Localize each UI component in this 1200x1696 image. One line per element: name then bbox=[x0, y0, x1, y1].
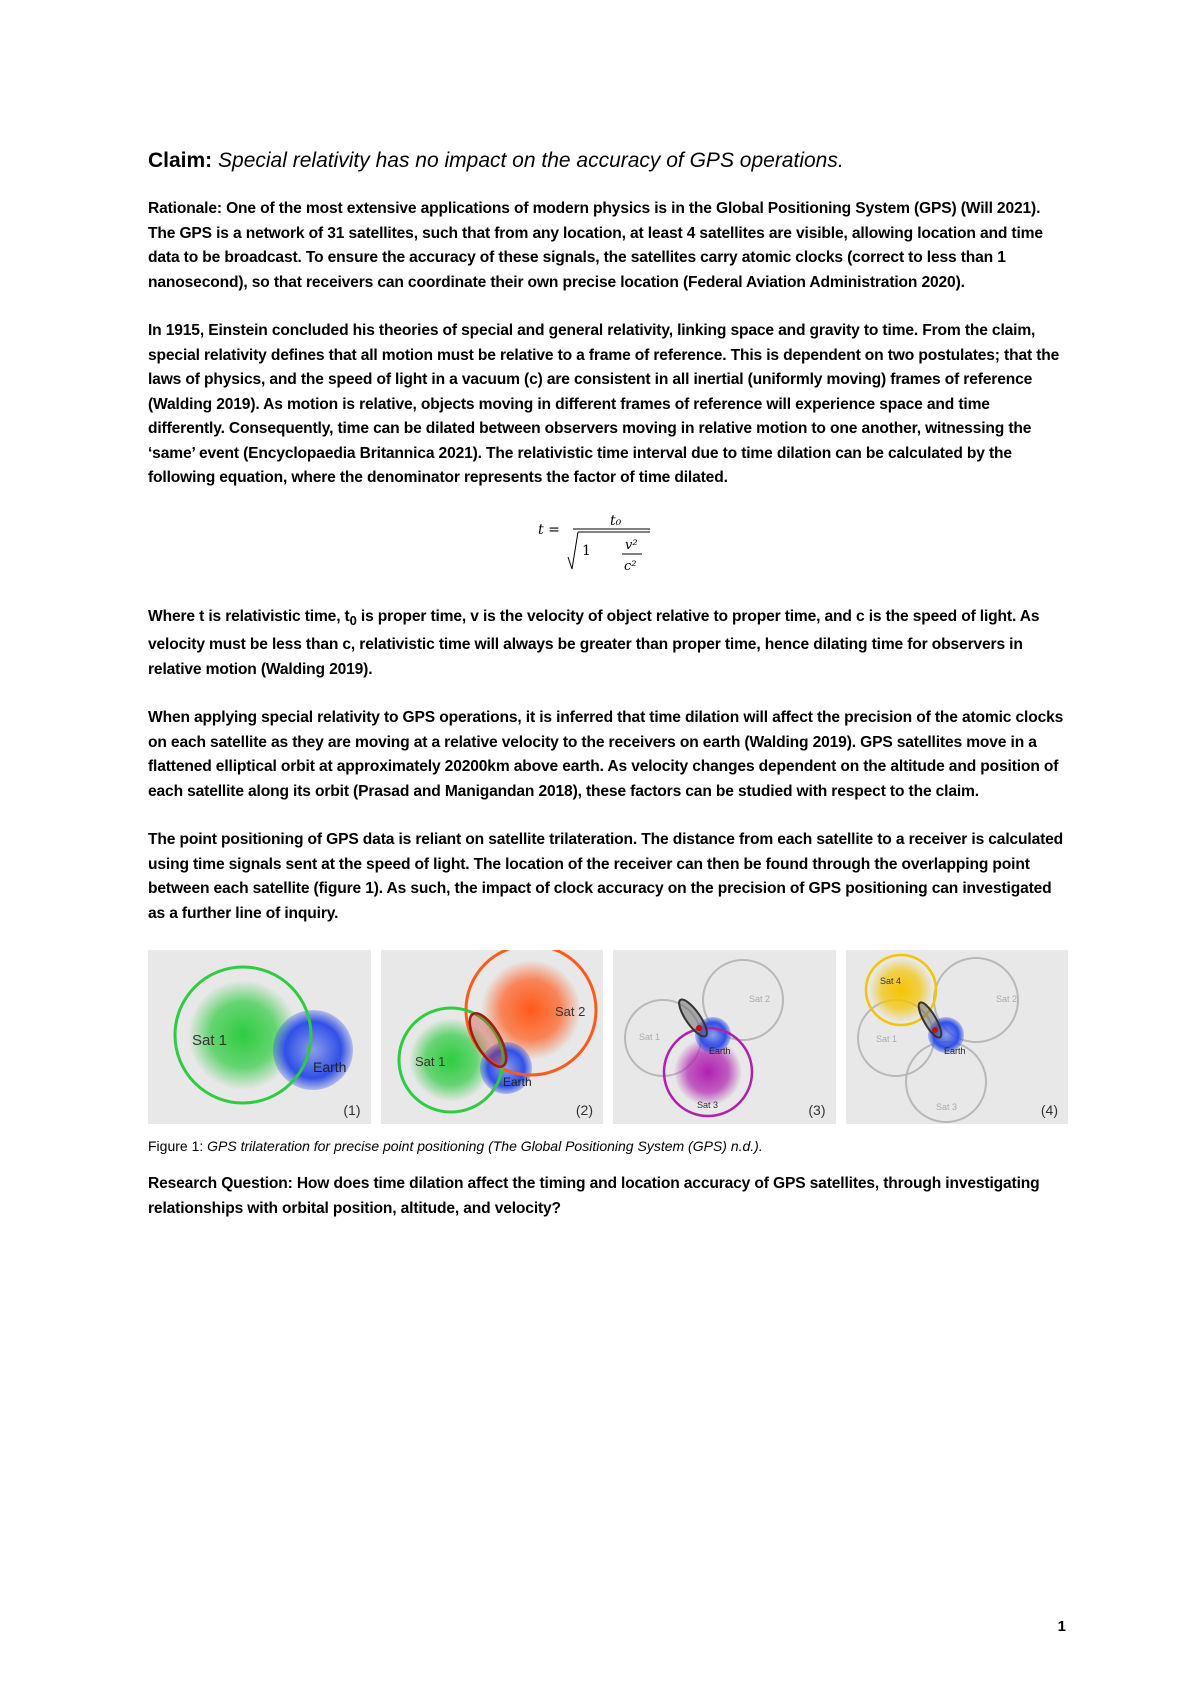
figure-2-number: (2) bbox=[575, 1102, 593, 1119]
rationale-paragraph bbox=[148, 197, 1068, 295]
equation-v-squared: v² bbox=[625, 537, 638, 553]
equation-numerator: t₀ bbox=[610, 512, 622, 529]
sat1-label: Sat 1 bbox=[875, 1034, 897, 1045]
where-text-1: Where t is relativistic time, t bbox=[148, 607, 350, 625]
intersection-region bbox=[675, 996, 712, 1040]
trilateration-figures bbox=[148, 950, 1068, 1124]
where-subscript: 0 bbox=[349, 612, 357, 628]
figure-3-graphic bbox=[613, 950, 849, 1124]
figure-2-graphic bbox=[381, 950, 617, 1124]
sat3-label: Sat 3 bbox=[697, 1100, 719, 1111]
where-paragraph bbox=[148, 605, 1068, 683]
earth-label: Earth bbox=[313, 1059, 347, 1076]
figure-3-number: (3) bbox=[808, 1102, 826, 1119]
position-fix-dot bbox=[696, 1025, 702, 1031]
claim-label: Claim: bbox=[148, 149, 213, 172]
einstein-paragraph: In 1915, Einstein concluded his theories of special and general relativity, linking space and gravity to time. From the claim, special relativity defines that all motion must be relative to a frame of reference. This is dependent on two postulates; that the laws of physics, and the speed of light in a vacuum (c) are consistent in all inertial (uniformly moving) frames of reference (Walding 2019). As motion is relative, objects moving in different frames of reference will experience space and time differently. Consequently, time can be dilated between observers moving in relative motion to one another, witnessing the ‘same’ event (Encyclopaedia Britannica 2021). The relativistic time interval due to time dilation can be calculated by the following equation, where the denominator represents the factor of time dilated. bbox=[148, 322, 1060, 487]
figure-4-graphic bbox=[846, 950, 1082, 1124]
figure-1-graphic bbox=[148, 950, 384, 1124]
figure-1-number: (1) bbox=[343, 1102, 361, 1119]
equation-lhs: t = bbox=[538, 521, 560, 538]
caption-prefix: Figure 1: bbox=[148, 1138, 208, 1155]
figure-panel-3 bbox=[613, 950, 836, 1124]
figure-caption bbox=[148, 1138, 1068, 1154]
rationale-text: One of the most extensive applications of modern physics is in the Global Positioning System (GPS) (Will 2021). The GPS is a network of 31 satellites, such that from any location, at least 4 satellites are visible, allowing location and time data to be broadcast. To ensure the accuracy of these signals, the satellites carry atomic clocks (correct to less than 1 nanosecond), so that receivers can coordinate their own precise location (Federal Aviation Administration 2020). bbox=[148, 200, 1043, 291]
research-question-text: How does time dilation affect the timing and location accuracy of GPS satellites, through investigating relationships with orbital position, altitude, and velocity? bbox=[148, 1175, 1040, 1217]
where-text-2: is proper time, v is the velocity of object relative to proper time, and c is the speed of light. As velocity must be less than c, relativistic time will always be greater than proper time, hence dilating time for observers in relative motion (Walding 2019). bbox=[148, 607, 1040, 678]
earth-label: Earth bbox=[502, 1075, 532, 1090]
sat2-label: Sat 2 bbox=[554, 1004, 585, 1020]
equation-one: 1 bbox=[582, 542, 591, 559]
document-page bbox=[148, 148, 1068, 1245]
sat1-label: Sat 1 bbox=[639, 1032, 661, 1043]
rationale-label: Rationale: bbox=[148, 200, 222, 218]
figure-4-number: (4) bbox=[1040, 1102, 1058, 1119]
sat4-label: Sat 4 bbox=[879, 976, 901, 987]
figure-panel-2 bbox=[381, 950, 604, 1124]
equation-c-squared: c² bbox=[624, 558, 637, 574]
position-fix-dot bbox=[932, 1027, 938, 1033]
time-dilation-equation bbox=[148, 507, 1068, 585]
research-question-label: Research Question: bbox=[148, 1175, 293, 1193]
figure-panel-4 bbox=[846, 950, 1069, 1124]
sat1-label: Sat 1 bbox=[192, 1032, 228, 1050]
research-question bbox=[148, 1172, 1068, 1221]
earth-label: Earth bbox=[709, 1046, 731, 1057]
sat3-label: Sat 3 bbox=[935, 1102, 957, 1113]
equation-graphic bbox=[538, 507, 678, 577]
earth-label: Earth bbox=[943, 1046, 966, 1057]
figure-panel-1 bbox=[148, 950, 371, 1124]
page-number: 1 bbox=[1057, 1618, 1066, 1635]
earth-sphere bbox=[273, 1010, 353, 1090]
point-positioning-paragraph: The point positioning of GPS data is reliant on satellite trilateration. The distance from each satellite to a receiver is calculated using time signals sent at the speed of light. The location of the receiver can then be found through the overlapping point between each satellite (figure 1). As such, the impact of clock accuracy on the precision of GPS positioning can investigated as a further line of inquiry. bbox=[148, 831, 1064, 922]
applying-paragraph: When applying special relativity to GPS operations, it is inferred that time dilation will affect the precision of the atomic clocks on each satellite as they are moving at a relative velocity to the receivers on earth (Walding 2019). GPS satellites move in a flattened elliptical orbit at approximately 20200km above earth. As velocity changes dependent on the altitude and position of each satellite along its orbit (Prasad and Manigandan 2018), these factors can be studied with respect to the claim. bbox=[148, 709, 1064, 800]
claim-line bbox=[148, 148, 1068, 173]
claim-text: Special relativity has no impact on the accuracy of GPS operations. bbox=[218, 149, 844, 172]
sat2-label: Sat 2 bbox=[749, 994, 771, 1005]
sat2-label: Sat 2 bbox=[995, 994, 1017, 1005]
caption-text: GPS trilateration for precise point positioning (The Global Positioning System (GPS) n.d.). bbox=[207, 1138, 763, 1155]
sat1-label: Sat 1 bbox=[414, 1054, 445, 1070]
radical-sign bbox=[568, 532, 578, 569]
